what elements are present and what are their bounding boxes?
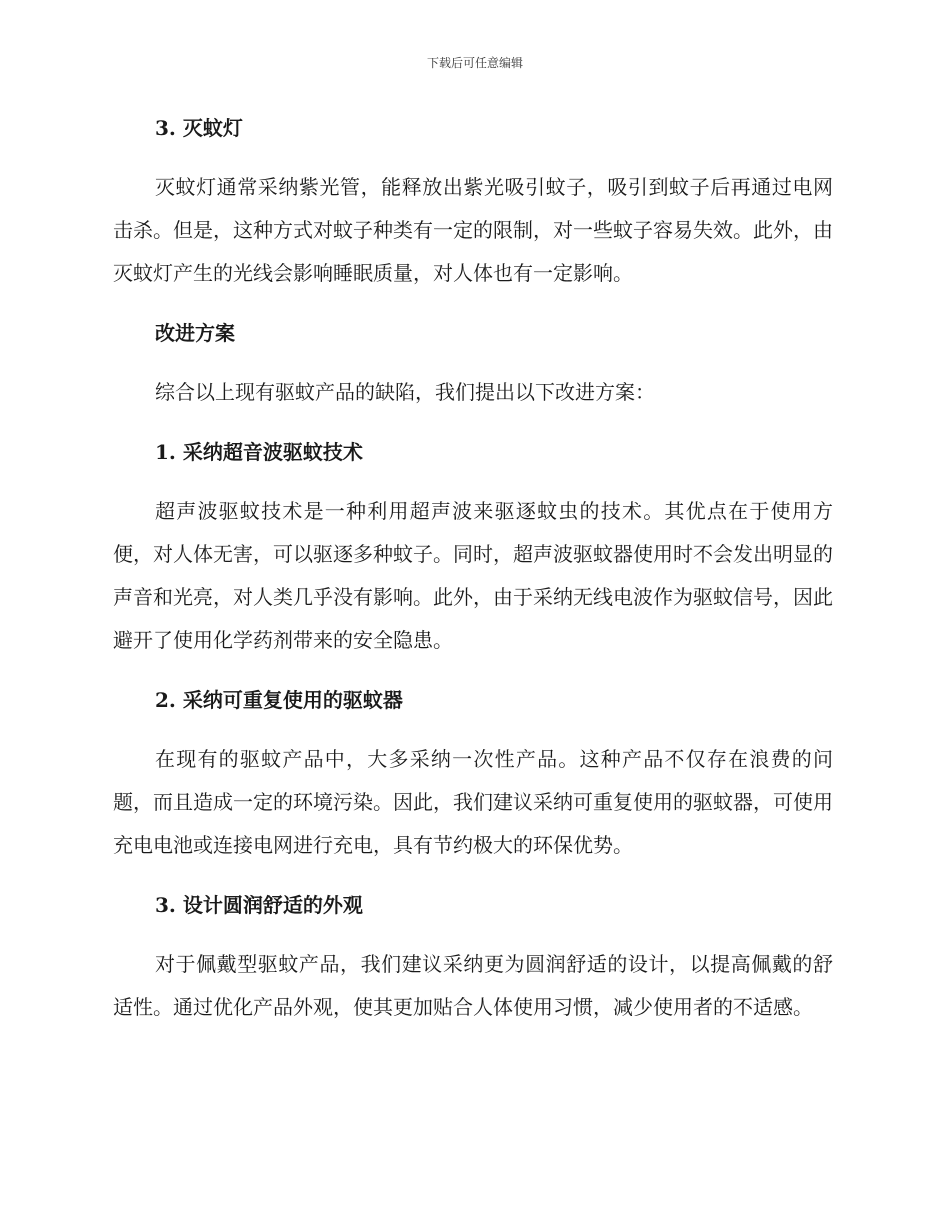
document-body [113,112,833,1029]
section-heading: 1. 采纳超音波驱蚊技术 [155,440,363,464]
section-heading: 2. 采纳可重复使用的驱蚊器 [155,688,403,712]
section-paragraph: 灭蚊灯通常采纳紫光管，能释放出紫光吸引蚊子，吸引到蚊子后再通过电网击杀。但是，这种方式对蚊子种类有一定的限制，对一些蚊子容易失效。此外，由灭蚊灯产生的光线会影响睡眠质量，对人体也有一定影响。 [113,175,833,285]
section-paragraph: 综合以上现有驱蚊产品的缺陷，我们提出以下改进方案： [155,380,655,404]
page-header: 下载后可任意编辑 [426,56,523,70]
section-heading: 改进方案 [155,321,235,345]
section-paragraph: 在现有的驱蚊产品中，大多采纳一次性产品。这种产品不仅存在浪费的问题，而且造成一定的环境污染。因此，我们建议采纳可重复使用的驱蚊器，可使用充电电池或连接电网进行充电，具有节约极大的环保优势。 [113,747,833,857]
section-paragraph: 对于佩戴型驱蚊产品，我们建议采纳更为圆润舒适的设计，以提高佩戴的舒适性。通过优化产品外观，使其更加贴合人体使用习惯，减少使用者的不适感。 [113,952,833,1019]
section-heading: 3. 灭蚊灯 [155,116,243,140]
section-paragraph: 超声波驱蚊技术是一种利用超声波来驱逐蚊虫的技术。其优点在于使用方便，对人体无害，可以驱逐多种蚊子。同时，超声波驱蚊器使用时不会发出明显的声音和光亮，对人类几乎没有影响。此外，由于采纳无线电波作为驱蚊信号，因此避开了使用化学药剂带来的安全隐患。 [113,499,833,652]
section-heading: 3. 设计圆润舒适的外观 [155,893,363,917]
